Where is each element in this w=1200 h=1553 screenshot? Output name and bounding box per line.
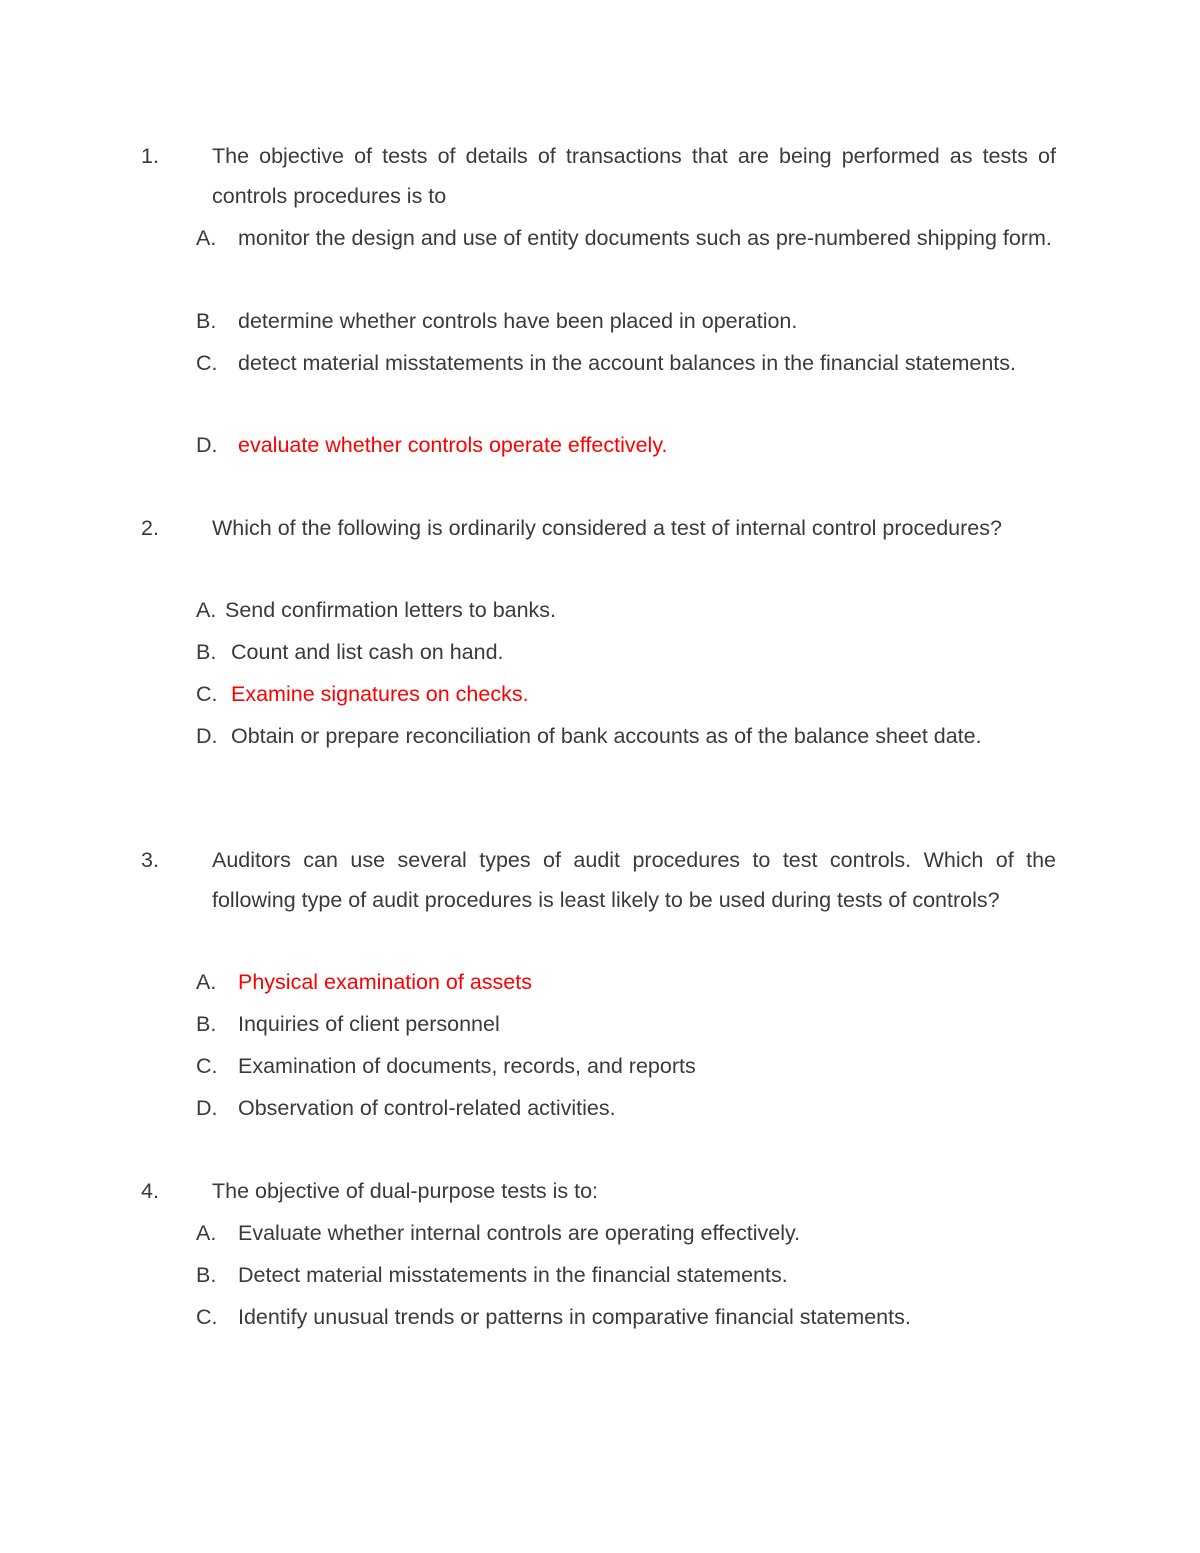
option-letter: D. xyxy=(196,1096,218,1120)
option-letter: C. xyxy=(196,682,218,706)
option-letter: A. xyxy=(196,970,217,994)
option-text: Send confirmation letters to banks. xyxy=(225,598,557,622)
option-text: monitor the design and use of entity documents such as pre-numbered shipping form. xyxy=(238,226,1052,250)
option-text: Detect material misstatements in the financial statements. xyxy=(238,1263,788,1287)
option-text: Obtain or prepare reconciliation of bank accounts as of the balance sheet date. xyxy=(231,724,982,748)
option-letter: D. xyxy=(196,724,218,748)
question-number: 1. xyxy=(141,144,159,168)
correct-answer-text: Examine signatures on checks. xyxy=(231,682,529,706)
option-letter: A. xyxy=(196,1221,217,1245)
correct-answer-text: Physical examination of assets xyxy=(238,970,532,994)
question-text: The objective of dual-purpose tests is to: xyxy=(212,1179,599,1203)
option-text: Identify unusual trends or patterns in comparative financial statements. xyxy=(238,1305,911,1329)
option-letter: B. xyxy=(196,1012,217,1036)
option-text: Observation of control-related activities. xyxy=(238,1096,616,1120)
question-number: 2. xyxy=(141,516,159,540)
question-text: Which of the following is ordinarily considered a test of internal control procedures? xyxy=(212,516,1002,540)
option-letter: C. xyxy=(196,351,218,375)
option-letter: B. xyxy=(196,640,217,664)
option-letter: A. xyxy=(196,226,217,250)
option-letter: B. xyxy=(196,1263,217,1287)
question-number: 4. xyxy=(141,1179,159,1203)
option-letter: A. xyxy=(196,598,217,622)
option-text: determine whether controls have been placed in operation. xyxy=(238,309,798,333)
option-text: Examination of documents, records, and reports xyxy=(238,1054,696,1078)
question-number: 3. xyxy=(141,848,159,872)
option-text: Count and list cash on hand. xyxy=(231,640,504,664)
option-text: Inquiries of client personnel xyxy=(238,1012,500,1036)
option-text: detect material misstatements in the account balances in the financial statements. xyxy=(238,351,1016,375)
option-letter: C. xyxy=(196,1054,218,1078)
option-text: Evaluate whether internal controls are operating effectively. xyxy=(238,1221,801,1245)
correct-answer-text: evaluate whether controls operate effectively. xyxy=(238,433,668,457)
question-text: Auditors can use several types of audit procedures to test controls. Which of the following type of audit procedures is least likely to be used during tests of controls? xyxy=(212,848,1056,912)
question-text: The objective of tests of details of transactions that are being performed as tests of controls procedures is to xyxy=(212,144,1056,208)
option-letter: C. xyxy=(196,1305,218,1329)
option-letter: B. xyxy=(196,309,217,333)
option-letter: D. xyxy=(196,433,218,457)
